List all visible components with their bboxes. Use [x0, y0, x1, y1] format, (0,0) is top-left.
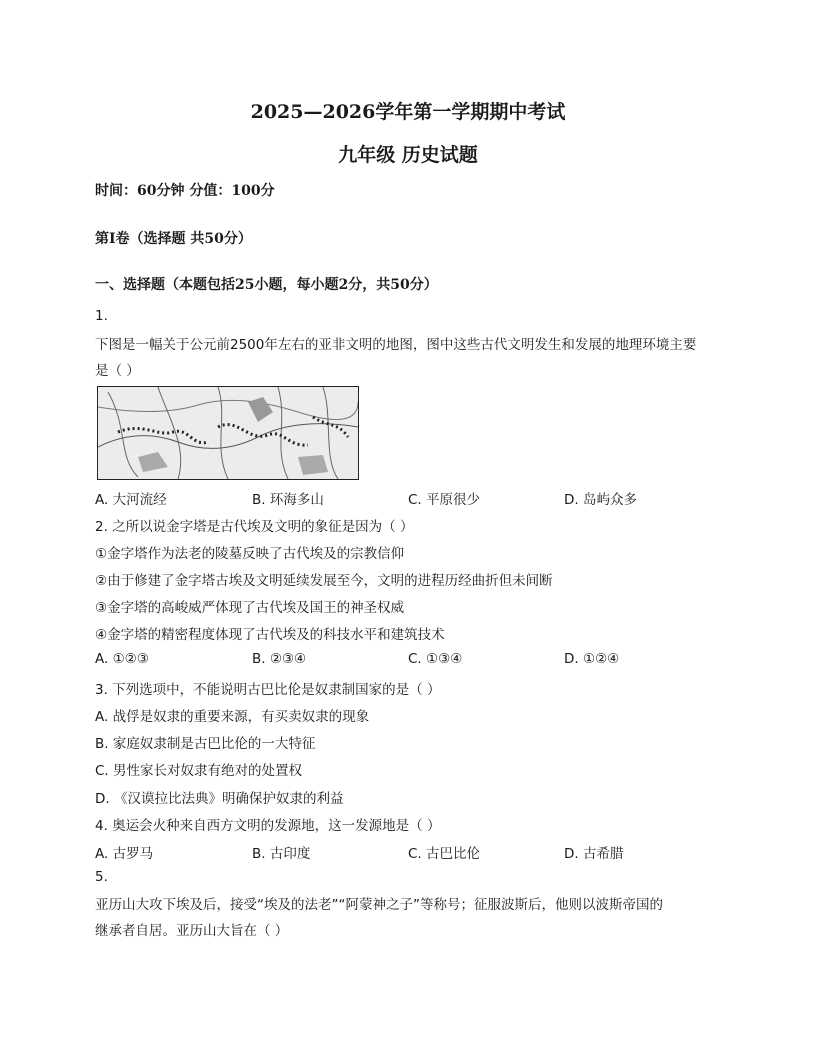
q3-option-a[interactable]: A. 战俘是奴隶的重要来源，有买卖奴隶的现象 [95, 709, 370, 725]
q1-option-c[interactable]: C. 平原很少 [408, 492, 481, 508]
q4-option-d[interactable]: D. 古希腊 [564, 846, 624, 862]
q3-option-c[interactable]: C. 男性家长对奴隶有绝对的处置权 [95, 763, 303, 779]
q3-stem: 3. 下列选项中，不能说明古巴比伦是奴隶制国家的是（ ） [95, 682, 441, 698]
q4-option-c[interactable]: C. 古巴比伦 [408, 846, 481, 862]
q1-option-b[interactable]: B. 环海多山 [252, 492, 324, 508]
ancient-civilizations-map [97, 386, 359, 480]
q1-stem-line2: 是（ ） [95, 363, 140, 379]
q3-option-d[interactable]: D. 《汉谟拉比法典》明确保护奴隶的利益 [95, 791, 344, 807]
q5-stem-line1: 亚历山大攻下埃及后，接受“埃及的法老”“阿蒙神之子”等称号；征服波斯后，他则以波斯帝国的 [95, 897, 663, 913]
q2-statement-3: ③金字塔的高峻威严体现了古代埃及国王的神圣权威 [95, 600, 405, 616]
q4-options [95, 842, 735, 862]
q5-stem-line2: 继承者自居。亚历山大旨在（ ） [95, 923, 289, 939]
q4-option-b[interactable]: B. 古印度 [252, 846, 311, 862]
q2-statement-1: ①金字塔作为法老的陵墓反映了古代埃及的宗教信仰 [95, 546, 405, 562]
q4-stem: 4. 奥运会火种来自西方文明的发源地，这一发源地是（ ） [95, 818, 441, 834]
q2-statement-4: ④金字塔的精密程度体现了古代埃及的科技水平和建筑技术 [95, 627, 445, 643]
q2-statement-2: ②由于修建了金字塔古埃及文明延续发展至今，文明的进程历经曲折但未间断 [95, 573, 553, 589]
q1-stem-line1: 下图是一幅关于公元前2500年左右的亚非文明的地图，图中这些古代文明发生和发展的地理环境主要 [95, 337, 697, 353]
q1-options [95, 488, 735, 508]
q2-stem: 2. 之所以说金字塔是古代埃及文明的象征是因为（ ） [95, 519, 414, 535]
q3-option-b[interactable]: B. 家庭奴隶制是古巴比伦的一大特征 [95, 736, 316, 752]
q2-option-d[interactable]: D. ①②④ [564, 651, 620, 667]
q2-option-a[interactable]: A. ①②③ [95, 651, 149, 667]
q2-option-c[interactable]: C. ①③④ [408, 651, 463, 667]
q1-option-a[interactable]: A. 大河流经 [95, 492, 167, 508]
q2-options [95, 651, 735, 671]
exam-info: 时间：60分钟 分值：100分 [95, 183, 275, 199]
q2-option-b[interactable]: B. ②③④ [252, 651, 307, 667]
q1-option-d[interactable]: D. 岛屿众多 [564, 492, 637, 508]
exam-title: 2025—2026学年第一学期期中考试 [250, 101, 566, 123]
map-figure [98, 387, 358, 479]
q4-option-a[interactable]: A. 古罗马 [95, 846, 154, 862]
q1-number: 1. [95, 308, 108, 324]
q5-number: 5. [95, 869, 108, 885]
volume-label: 第Ⅰ卷（选择题 共50分） [95, 231, 252, 247]
part-label: 一、选择题（本题包括25小题，每小题2分，共50分） [95, 277, 438, 293]
exam-subtitle: 九年级 历史试题 [338, 144, 478, 166]
